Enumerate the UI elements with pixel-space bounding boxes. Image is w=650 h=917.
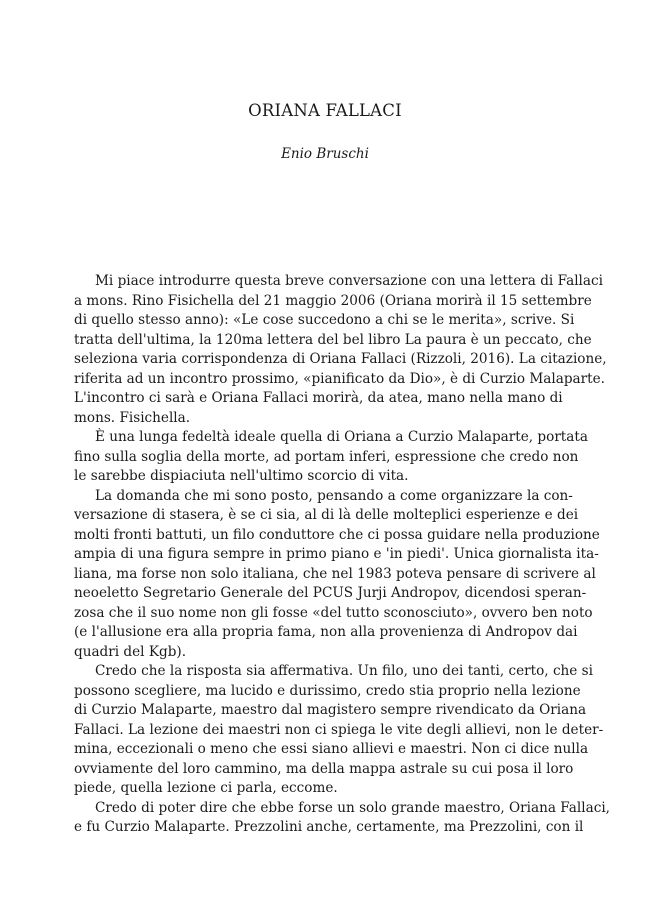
page-title: ORIANA FALLACI — [248, 101, 402, 120]
text-line — [74, 331, 592, 351]
paragraph — [74, 487, 600, 663]
text-line — [74, 779, 558, 799]
text-line — [74, 350, 607, 370]
text-segment: a mons. Rino Fisichella del 21 maggio 2006 (Oriana morirà il 15 settembre — [74, 292, 592, 309]
text-segment: piede, quella lezione ci parla, eccome. — [74, 780, 338, 796]
text-line — [74, 467, 558, 487]
text-line — [74, 428, 588, 448]
text-line — [74, 370, 605, 390]
text-segment: fino sulla soglia della morte, — [74, 448, 274, 465]
text-segment: ampia di una figura sempre in primo piano e 'in piedi'. Unica giornalista ita- — [74, 546, 599, 562]
text-line — [74, 526, 600, 546]
text-segment: Credo che la risposta sia affermativa. Un filo, uno dei tanti, certo, che si — [95, 663, 593, 679]
text-line — [74, 389, 563, 409]
text-line — [74, 545, 599, 565]
text-segment: versazione di stasera, è se ci sia, al di là delle molteplici esperienze e dei — [74, 507, 579, 523]
italic-text: ad portam inferi — [273, 448, 387, 465]
text-line — [74, 662, 593, 682]
text-line — [74, 409, 558, 429]
text-segment: ovviamente del loro cammino, ma della mappa astrale su cui posa il loro — [74, 760, 574, 777]
text-segment: La domanda che mi sono posto, pensando a come organizzare la con- — [95, 487, 573, 504]
text-line — [74, 584, 587, 604]
text-line — [74, 292, 592, 312]
text-line — [74, 623, 578, 643]
text-line — [74, 721, 604, 741]
text-segment: Fallaci. La lezione dei maestri non ci spiega le vite degli allievi, non le deter- — [74, 721, 604, 738]
text-segment: L'incontro ci sarà e Oriana Fallaci morirà, da atea, mano nella mano di — [74, 390, 563, 406]
text-segment: Mi piace introdurre questa breve conversazione con una lettera di Fallaci — [95, 273, 603, 289]
text-segment: tratta dell'ultima, la 120ma lettera del bel libro — [74, 331, 405, 348]
text-segment: possono scegliere, ma lucido e durissimo, credo stia proprio nella lezione — [74, 682, 581, 699]
paragraph — [74, 428, 588, 487]
text-line — [74, 799, 610, 819]
text-segment: (e l'allusione era alla propria fama, non alla provenienza di Andropov dai — [74, 624, 578, 640]
text-line — [74, 487, 573, 507]
text-line — [74, 565, 596, 585]
text-line — [74, 506, 579, 526]
author-name: Enio Bruschi — [281, 146, 369, 162]
text-line — [74, 311, 575, 331]
text-segment: le sarebbe dispiaciuta nell'ultimo scorcio di vita. — [74, 468, 409, 484]
text-line — [74, 740, 589, 760]
text-segment: e fu Curzio Malaparte. Prezzolini anche, certamente, ma Prezzolini, con il — [74, 819, 584, 835]
text-segment: mina, eccezionali o meno che essi siano allievi e maestri. Non ci dice nulla — [74, 741, 589, 757]
text-segment: riferita ad un incontro prossimo, «pianificato da Dio», è di Curzio Malaparte. — [74, 370, 605, 387]
text-line — [74, 272, 603, 292]
text-line — [74, 682, 581, 702]
paragraph — [74, 799, 610, 838]
text-segment: molti fronti battuti, un filo conduttore che ci possa guidare nella produzione — [74, 526, 600, 543]
text-segment: quadri del Kgb). — [74, 643, 187, 660]
text-line — [74, 760, 574, 780]
text-line — [74, 643, 558, 663]
text-segment: di Curzio Malaparte, maestro dal magistero sempre rivendicato da Oriana — [74, 702, 587, 718]
text-segment: , espressione che credo non — [386, 448, 579, 465]
text-segment: di quello stesso anno): «Le cose succedono a chi se le merita», scrive. Si — [74, 312, 575, 328]
text-line — [74, 818, 584, 838]
paragraph — [74, 272, 607, 428]
text-line — [74, 604, 593, 624]
italic-text: La paura è un peccato — [404, 331, 559, 348]
text-segment: Credo di poter dire che ebbe forse un solo grande maestro, Oriana Fallaci, — [95, 799, 610, 816]
text-segment: neoeletto Segretario Generale del PCUS Jurji Andropov, dicendosi speran- — [74, 585, 587, 601]
text-segment: È una lunga fedeltà ideale quella di Oriana a Curzio Malaparte, portata — [95, 429, 588, 445]
text-segment: seleziona varia corrispondenza di Oriana Fallaci (Rizzoli, 2016). La citazione, — [74, 351, 607, 367]
text-line — [74, 448, 579, 468]
text-segment: liana, ma forse non solo italiana, che nel 1983 poteva pensare di scrivere al — [74, 565, 596, 582]
text-segment: zosa che il suo nome non gli fosse «del tutto sconosciuto», ovvero ben noto — [74, 604, 593, 621]
text-line — [74, 701, 587, 721]
text-segment: , che — [558, 331, 592, 348]
article-body — [74, 272, 610, 838]
text-segment: mons. Fisichella. — [74, 409, 191, 426]
paragraph — [74, 662, 604, 799]
